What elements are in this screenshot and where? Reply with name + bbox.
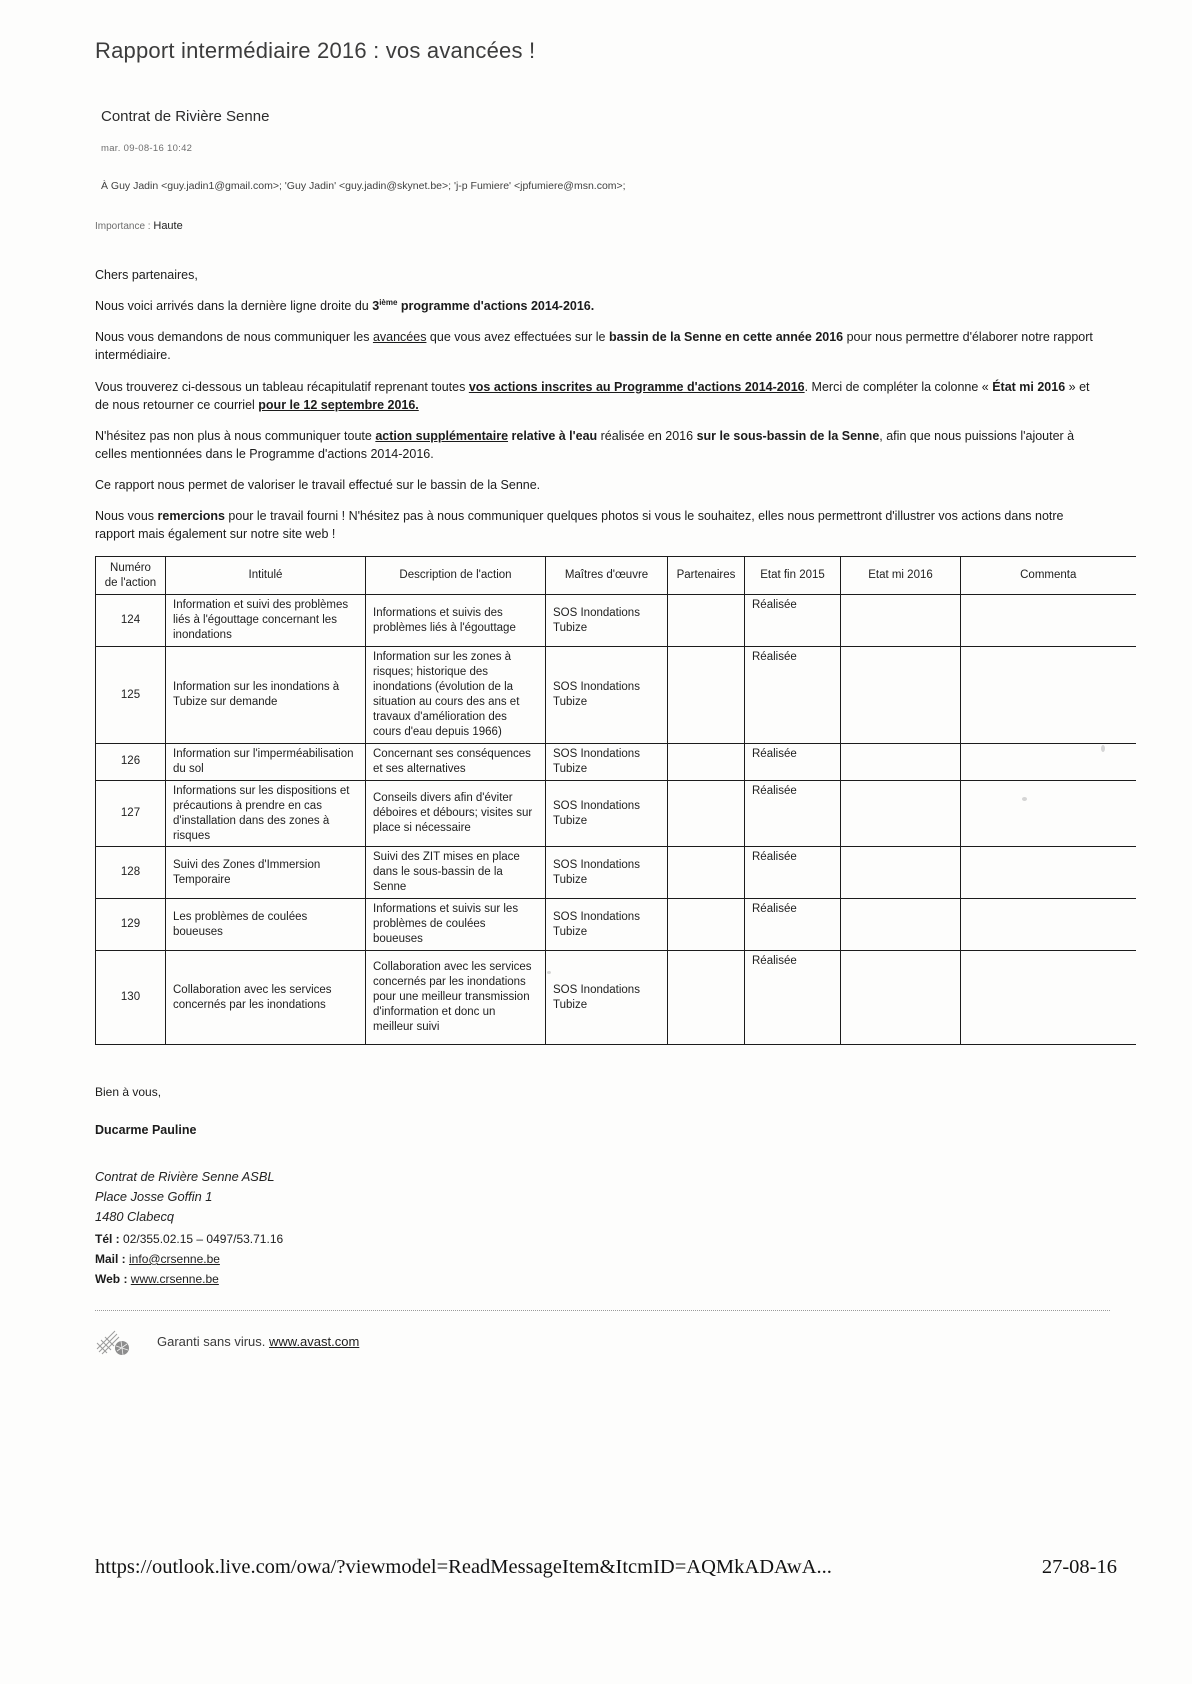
email-signature: [95, 1085, 1135, 1290]
table-cell: Réalisée: [745, 780, 841, 847]
mail-link[interactable]: info@crsenne.be: [129, 1251, 220, 1266]
body-paragraph: Chers partenaires,: [95, 268, 198, 282]
table-cell: SOS Inondations Tubize: [546, 647, 668, 744]
table-cell: [668, 595, 745, 647]
table-cell: SOS Inondations Tubize: [546, 743, 668, 780]
table-cell: SOS Inondations Tubize: [546, 847, 668, 899]
table-cell: [841, 743, 961, 780]
avast-link[interactable]: www.avast.com: [269, 1334, 360, 1350]
table-cell: [668, 780, 745, 847]
table-cell: 130: [96, 951, 166, 1045]
table-cell: [841, 847, 961, 899]
signature-contact: [95, 1229, 1135, 1290]
table-cell: 129: [96, 899, 166, 951]
signature-name: Ducarme Pauline: [95, 1123, 197, 1138]
antivirus-text: Garanti sans virus.: [157, 1334, 266, 1350]
email-header: [95, 108, 1135, 232]
table-cell: [961, 951, 1136, 1045]
column-header: Description de l'action: [366, 557, 546, 595]
email-importance: [95, 220, 1135, 232]
table-cell: 127: [96, 780, 166, 847]
table-cell: Suivi des Zones d'Immersion Temporaire: [166, 847, 366, 899]
signature-phone: Tél : 02/355.02.15 – 0497/53.71.16: [95, 1231, 284, 1246]
table-cell: Informations et suivis sur les problèmes de coulées boueuses: [366, 899, 546, 951]
table-cell: Information sur les zones à risques; historique des inondations (évolution de la situation au cours des ans et travaux d'amélioration des cours d'eau depuis 1966): [366, 647, 546, 744]
antivirus-notice: [95, 1327, 1135, 1357]
table-cell: Réalisée: [745, 951, 841, 1045]
table-row: [96, 951, 1136, 1045]
table-cell: 128: [96, 847, 166, 899]
table-cell: Les problèmes de coulées boueuses: [166, 899, 366, 951]
signature-divider: [95, 1310, 1110, 1311]
body-paragraph: N'hésitez pas non plus à nous communiquer toute action supplémentaire relative à l'eau réalisée en 2016 sur le sous-bassin de la Senne, afin que nous puissions l'ajouter à celles mentionnées dans le Programme d'actions 2014-2016.: [95, 428, 1075, 461]
table-cell: [961, 647, 1136, 744]
email-body: [95, 266, 1105, 543]
table-cell: 124: [96, 595, 166, 647]
table-cell: [668, 743, 745, 780]
email-recipients: À Guy Jadin <guy.jadin1@gmail.com>; 'Guy Jadin' <guy.jadin@skynet.be>; 'j-p Fumiere' <jpfumiere@msn.com>;: [101, 180, 626, 192]
table-cell: SOS Inondations Tubize: [546, 951, 668, 1045]
scan-speck: [547, 971, 551, 974]
body-paragraph: Vous trouverez ci-dessous un tableau récapitulatif reprenant toutes vos actions inscrites au Programme d'actions 2014-2016. Merci de compléter la colonne « État mi 2016 » et de nous retourner ce courriel pour le 12 septembre 2016.: [95, 379, 1090, 412]
actions-table-body: [96, 595, 1136, 1045]
table-cell: Information et suivi des problèmes liés à l'égouttage concernant les inondations: [166, 595, 366, 647]
print-footer-url: https://outlook.live.com/owa/?viewmodel=ReadMessageItem&ItcmID=AQMkADAwA...: [95, 1556, 832, 1578]
table-cell: [841, 951, 961, 1045]
table-cell: [961, 595, 1136, 647]
table-cell: Informations sur les dispositions et précautions à prendre en cas d'installation dans des zones à risques: [166, 780, 366, 847]
email-sender: Contrat de Rivière Senne: [101, 108, 270, 125]
table-cell: Collaboration avec les services concernés par les inondations: [166, 951, 366, 1045]
column-header: Numéro de l'action: [96, 557, 166, 595]
table-cell: Suivi des ZIT mises en place dans le sous-bassin de la Senne: [366, 847, 546, 899]
body-paragraph: Nous vous remercions pour le travail fourni ! N'hésitez pas à nous communiquer quelques photos si vous le souhaitez, elles nous permettront d'illustrer vos actions dans notre rapport mais également sur notre site web !: [95, 509, 1064, 542]
column-header: Partenaires: [668, 557, 745, 595]
body-paragraph: Nous vous demandons de nous communiquer les avancées que vous avez effectuées sur le bassin de la Senne en cette année 2016 pour nous permettre d'élaborer notre rapport intermédiaire.: [95, 330, 1093, 363]
table-cell: Information sur les inondations à Tubize sur demande: [166, 647, 366, 744]
org-name: Contrat de Rivière Senne ASBL: [95, 1169, 275, 1185]
table-cell: [961, 899, 1136, 951]
column-header: Maîtres d'œuvre: [546, 557, 668, 595]
body-paragraph: Ce rapport nous permet de valoriser le travail effectué sur le bassin de la Senne.: [95, 478, 541, 492]
importance-label: Importance :: [95, 221, 151, 232]
table-cell: Conseils divers afin d'éviter déboires et débours; visites sur place si nécessaire: [366, 780, 546, 847]
column-header: Etat mi 2016: [841, 557, 961, 595]
actions-table-header-row: [96, 557, 1136, 595]
table-cell: [961, 780, 1136, 847]
table-cell: 126: [96, 743, 166, 780]
column-header: Intitulé: [166, 557, 366, 595]
table-cell: [841, 647, 961, 744]
column-header: Etat fin 2015: [745, 557, 841, 595]
print-footer-date: 27-08-16: [1041, 1556, 1117, 1578]
table-cell: Informations et suivis des problèmes liés à l'égouttage: [366, 595, 546, 647]
table-cell: [668, 847, 745, 899]
email-sent-date: mar. 09-08-16 10:42: [101, 143, 193, 154]
avast-logo-icon: [95, 1327, 135, 1357]
body-paragraph: Nous voici arrivés dans la dernière ligne droite du 3ième programme d'actions 2014-2016.: [95, 297, 595, 314]
table-cell: [961, 847, 1136, 899]
table-cell: Réalisée: [745, 899, 841, 951]
table-cell: Information sur l'imperméabilisation du sol: [166, 743, 366, 780]
table-cell: Réalisée: [745, 847, 841, 899]
importance-value: Haute: [153, 220, 183, 232]
table-cell: [841, 780, 961, 847]
signature-closing: Bien à vous,: [95, 1085, 162, 1100]
table-cell: [841, 899, 961, 951]
signature-organization: [95, 1167, 1135, 1226]
signature-mail: Mail : info@crsenne.be: [95, 1251, 220, 1266]
table-cell: SOS Inondations Tubize: [546, 595, 668, 647]
table-cell: Collaboration avec les services concernés par les inondations pour une meilleur transmission d'information et donc un meilleur suivi: [366, 951, 546, 1045]
org-city: 1480 Clabecq: [95, 1208, 174, 1224]
table-row: [96, 743, 1136, 780]
table-row: [96, 780, 1136, 847]
table-cell: [668, 951, 745, 1045]
print-footer: [95, 1556, 1117, 1579]
table-row: [96, 647, 1136, 744]
table-cell: SOS Inondations Tubize: [546, 899, 668, 951]
table-cell: Réalisée: [745, 743, 841, 780]
table-row: [96, 847, 1136, 899]
table-cell: SOS Inondations Tubize: [546, 780, 668, 847]
table-cell: Concernant ses conséquences et ses alternatives: [366, 743, 546, 780]
table-cell: Réalisée: [745, 595, 841, 647]
table-row: [96, 595, 1136, 647]
table-cell: [841, 595, 961, 647]
table-cell: [961, 743, 1136, 780]
signature-web: Web : www.crsenne.be: [95, 1272, 219, 1287]
org-street: Place Josse Goffin 1: [95, 1188, 213, 1204]
table-cell: [668, 899, 745, 951]
table-cell: [668, 647, 745, 744]
scan-speck: [1101, 745, 1105, 752]
table-cell: Réalisée: [745, 647, 841, 744]
scan-speck: [1022, 797, 1027, 801]
actions-table: [95, 556, 1136, 1045]
column-header: Commenta: [961, 557, 1136, 595]
email-subject: Rapport intermédiaire 2016 : vos avancées !: [95, 38, 536, 63]
table-row: [96, 899, 1136, 951]
website-link[interactable]: www.crsenne.be: [130, 1272, 219, 1287]
table-cell: 125: [96, 647, 166, 744]
